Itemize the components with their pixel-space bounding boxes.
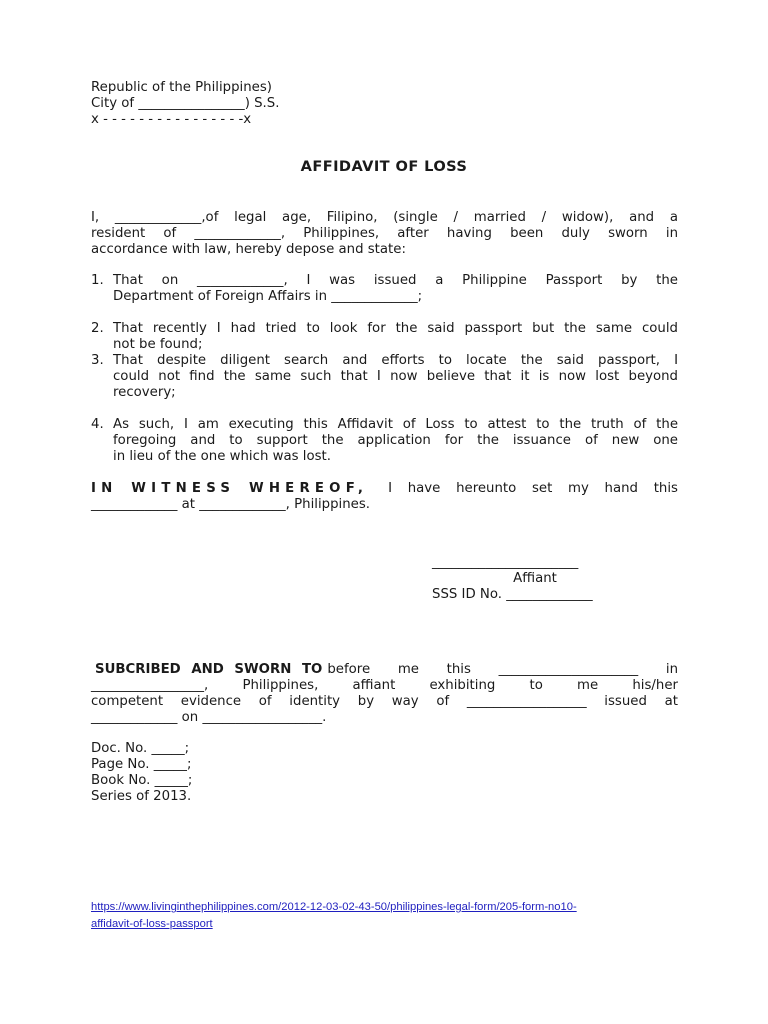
affiant-label: Affiant [513, 571, 557, 586]
jurat-line-2: _________________, Philippines, affiant exhibiting to me his/her [91, 678, 678, 693]
list-item [91, 273, 678, 305]
doc-number: Doc. No. _____; [91, 741, 190, 756]
list-item-line: That despite diligent search and efforts to locate the said passport, I [113, 353, 678, 368]
venue-separator: x - - - - - - - - - - - - - - - -x [91, 112, 252, 127]
intro-paragraph [91, 210, 678, 258]
list-item-line: could not find the same such that I now believe that it is now lost beyond [113, 369, 678, 384]
book-number: Book No. _____; [91, 773, 193, 788]
list-item [91, 321, 678, 353]
list-item-line: As such, I am executing this Affidavit of Loss to attest to the truth of the [113, 417, 678, 432]
venue-block [91, 80, 411, 128]
witness-line-1: I have hereunto set my hand this [388, 481, 678, 496]
list-item-line: That recently I had tried to look for the said passport but the same could [113, 321, 678, 336]
sss-id-field: SSS ID No. _____________ [432, 587, 593, 602]
witness-clause [91, 481, 678, 513]
document-title: AFFIDAVIT OF LOSS [300, 158, 468, 175]
intro-line-3: accordance with law, hereby depose and state: [91, 242, 406, 257]
page-number: Page No. _____; [91, 757, 192, 772]
list-item-line: foregoing and to support the application for the issuance of new one [113, 433, 678, 448]
source-link-line-1[interactable]: https://www.livinginthephilippines.com/2012-12-03-02-43-50/philippines-legal-form/205-form-no10- [91, 901, 577, 913]
jurat-line-3: competent evidence of identity by way of __________________ issued at [91, 694, 678, 709]
list-item-number: 3. [91, 353, 104, 368]
list-item-line: in lieu of the one which was lost. [113, 449, 331, 464]
jurat-line-1: before me this _____________________ in [327, 662, 678, 677]
venue-republic: Republic of the Philippines) [91, 80, 272, 95]
witness-line-2: _____________ at _____________, Philippines. [91, 497, 370, 512]
notarial-register [91, 741, 291, 805]
list-item-line: recovery; [113, 385, 176, 400]
jurat-heading: SUBCRIBED AND SWORN TO [95, 662, 323, 677]
signature-line: ______________________ [432, 555, 579, 570]
witness-heading: IN WITNESS WHEREOF, [91, 481, 369, 496]
list-item [91, 417, 678, 465]
list-item-line: not be found; [113, 337, 203, 352]
list-item-line: That on _____________, I was issued a Philippine Passport by the [113, 273, 678, 288]
list-item-line: Department of Foreign Affairs in _____________; [113, 289, 423, 304]
source-link[interactable] [91, 899, 691, 933]
intro-line-2: resident of _____________, Philippines, after having been duly sworn in [91, 226, 678, 241]
list-item [91, 353, 678, 401]
jurat-line-4: _____________ on __________________. [91, 710, 327, 725]
list-item-number: 4. [91, 417, 104, 432]
venue-city: City of ________________) S.S. [91, 96, 280, 111]
list-item-number: 2. [91, 321, 104, 336]
source-link-line-2[interactable]: affidavit-of-loss-passport [91, 918, 213, 930]
series-year: Series of 2013. [91, 789, 192, 804]
jurat-clause [91, 662, 678, 726]
list-item-number: 1. [91, 273, 104, 288]
intro-line-1: I, _____________,of legal age, Filipino, (single / married / widow), and a [91, 210, 678, 225]
signature-block [432, 555, 642, 603]
